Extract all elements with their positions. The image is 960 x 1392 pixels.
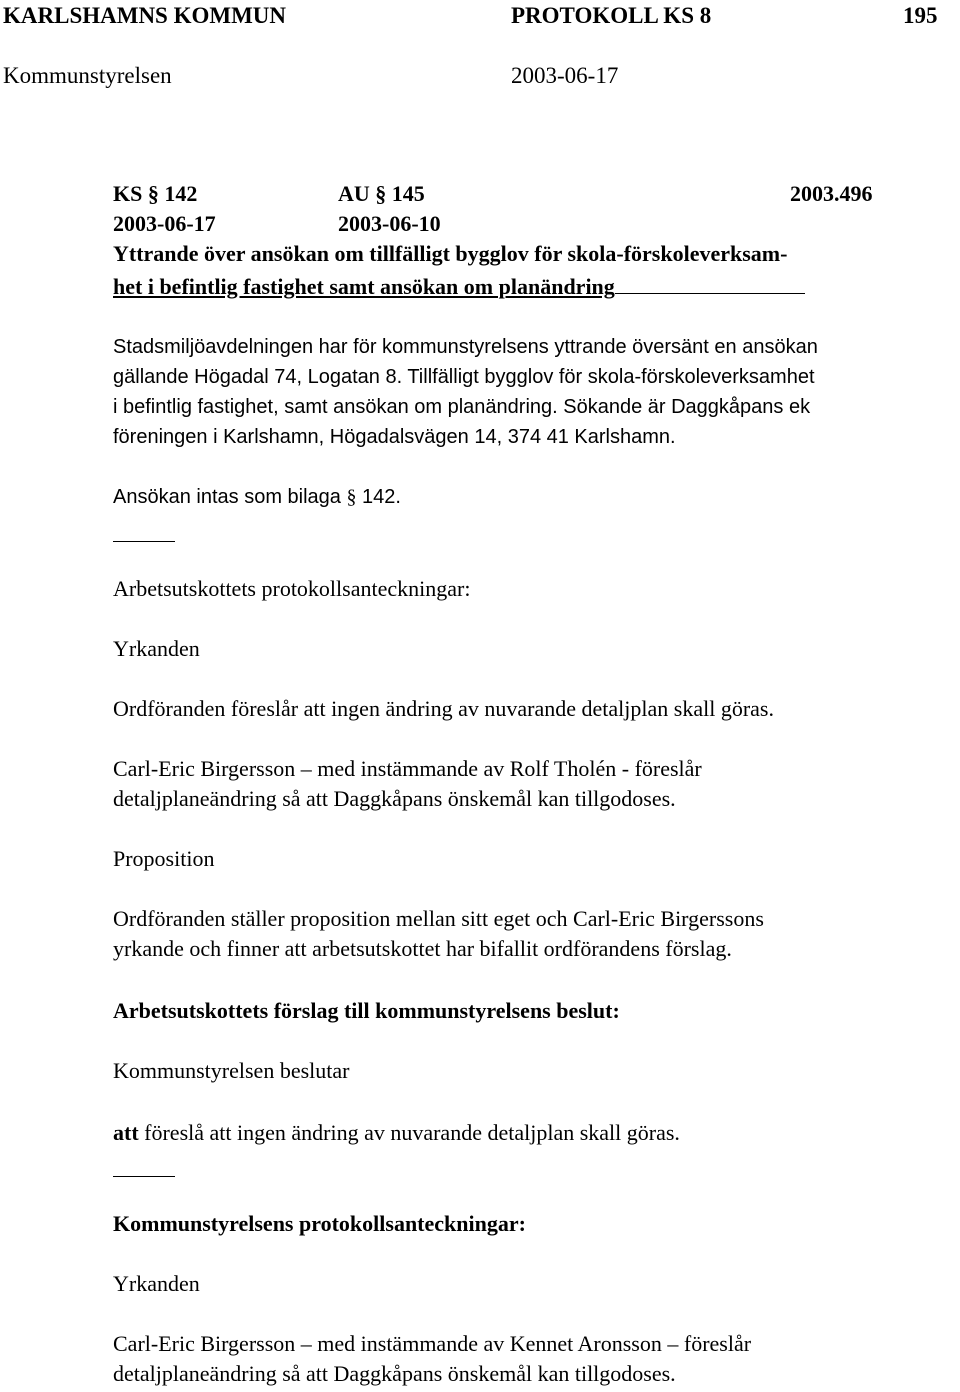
case-title-line-1: Yttrande över ansökan om tillfälligt bygglov för skola-förskoleverksam- (113, 241, 788, 266)
decision-att-clause (113, 1122, 680, 1144)
au-proposal-heading: Arbetsutskottets förslag till kommunstyrelsens beslut: (113, 998, 620, 1023)
au-number: 145 (391, 181, 425, 206)
section-sign: § (375, 181, 387, 206)
ks-decides: Kommunstyrelsen beslutar (113, 1058, 350, 1083)
att-word: att (113, 1120, 139, 1145)
ks-yrkanden-heading: Yrkanden (113, 1271, 200, 1296)
intro-line-4: föreningen i Karlshamn, Högadalsvägen 14, 374 41 Karlshamn. (113, 426, 676, 448)
ks-label: KS (113, 181, 143, 206)
proposition-line-1: Ordföranden ställer proposition mellan sitt eget och Carl-Eric Birgerssons (113, 906, 764, 931)
au-notes-heading: Arbetsutskottets protokollsanteckningar: (113, 576, 471, 601)
au-date: 2003-06-10 (338, 211, 441, 236)
ks-date: 2003-06-17 (113, 211, 216, 236)
separator-rule (113, 1176, 175, 1177)
ks-birgersson-line-2: detaljplaneändring så att Daggkåpans önskemål kan tillgodoses. (113, 1361, 676, 1386)
header-body: Kommunstyrelsen (3, 63, 172, 88)
case-title-text: het i befintlig fastighet samt ansökan om planändring (113, 274, 615, 299)
municipality-name: KARLSHAMNS KOMMUN (3, 3, 287, 28)
intro-line-2: gällande Högadal 74, Logatan 8. Tillfälligt bygglov för skola-förskoleverksamhet (113, 366, 815, 388)
attachment-note (113, 487, 401, 507)
au-label: AU (338, 181, 370, 206)
section-sign: § (346, 486, 357, 508)
au-reference (338, 183, 425, 205)
ks-birgersson-line-1: Carl-Eric Birgersson – med instämmande av Kennet Aronsson – föreslår (113, 1331, 752, 1356)
header-date: 2003-06-17 (511, 63, 619, 88)
birgersson-proposal-line-1: Carl-Eric Birgersson – med instämmande av Rolf Tholén - föreslår (113, 756, 702, 781)
case-title-line-2 (113, 273, 805, 298)
protocol-label: PROTOKOLL KS 8 (511, 3, 712, 28)
birgersson-proposal-line-2: detaljplaneändring så att Daggkåpans önskemål kan tillgodoses. (113, 786, 676, 811)
intro-line-3: i befintlig fastighet, samt ansökan om planändring. Sökande är Daggkåpans ek (113, 396, 811, 418)
proposition-line-2: yrkande och finner att arbetsutskottet har bifallit ordförandens förslag. (113, 936, 732, 961)
attachment-text: Ansökan intas som bilaga (113, 486, 341, 508)
attachment-number: 142. (362, 486, 401, 508)
separator-rule (113, 541, 175, 542)
ks-notes-heading: Kommunstyrelsens protokollsanteckningar: (113, 1211, 526, 1236)
page-number: 195 (903, 3, 938, 28)
att-text: föreslå att ingen ändring av nuvarande detaljplan skall göras. (144, 1120, 680, 1145)
chair-proposal: Ordföranden föreslår att ingen ändring av nuvarande detaljplan skall göras. (113, 696, 774, 721)
yrkanden-heading: Yrkanden (113, 636, 200, 661)
intro-line-1: Stadsmiljöavdelningen har för kommunstyrelsens yttrande översänt en ansökan (113, 336, 818, 358)
ks-reference (113, 183, 197, 205)
ks-number: 142 (164, 181, 198, 206)
diarie-number: 2003.496 (790, 181, 873, 206)
proposition-heading: Proposition (113, 846, 215, 871)
title-underline (615, 273, 805, 294)
section-sign: § (147, 181, 159, 206)
